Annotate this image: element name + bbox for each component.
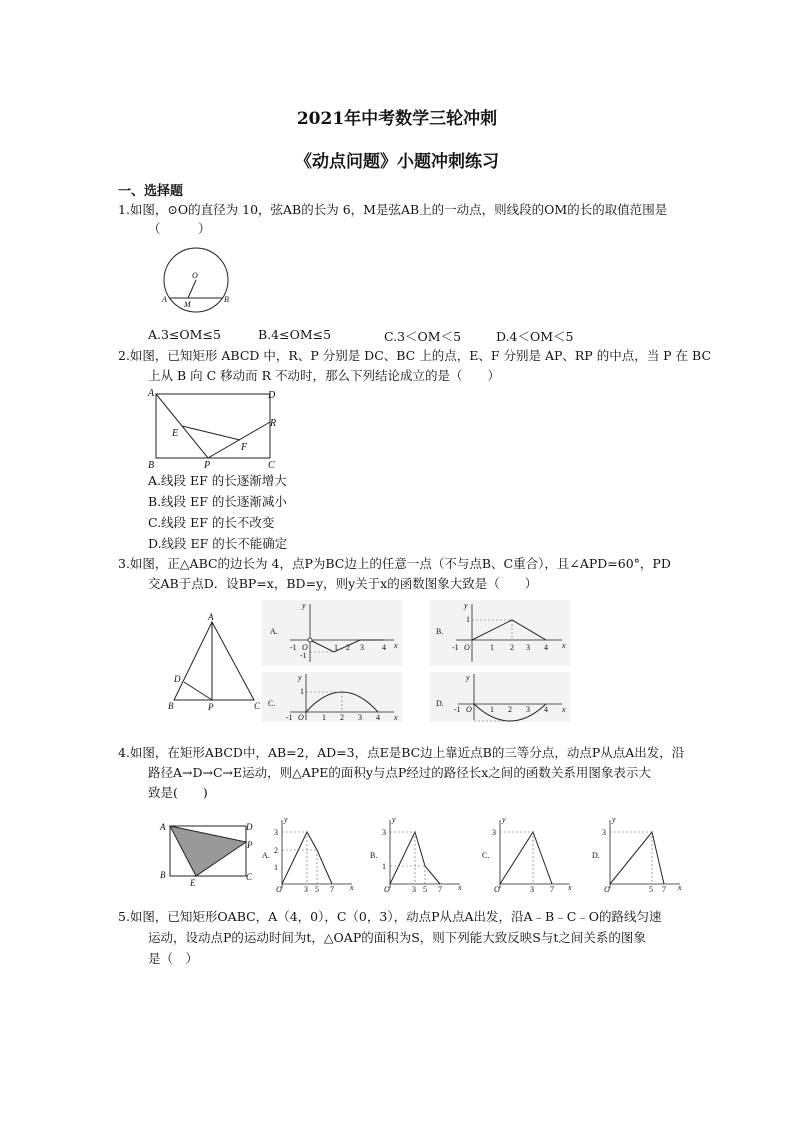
q4-stem-line3: 致是( ) bbox=[148, 785, 208, 800]
q4-graph-b bbox=[370, 814, 465, 892]
q3-graph-b-2: 2 bbox=[510, 643, 514, 652]
q3-graph-a-1: 1 bbox=[334, 643, 338, 652]
q4-graph-c-y: y bbox=[502, 815, 506, 824]
q3-graph-d-neg1: -1 bbox=[454, 705, 461, 714]
q2-label-r: R bbox=[270, 418, 277, 429]
q4-rectangle-figure bbox=[156, 818, 256, 886]
q3-graph-c-label: C. bbox=[268, 699, 276, 708]
q1-circle-figure bbox=[160, 248, 240, 314]
q3-graph-a-y: y bbox=[302, 601, 306, 610]
q4-stem-line1: 4.如图，在矩形ABCD中，AB=2，AD=3，点E是BC边上靠近点B的三等分点，动点P从点A出发，沿 bbox=[118, 745, 685, 760]
q3-stem-line1: 3.如图，正△ABC的边长为 4，点P为BC边上的任意一点（不与点B、C重合），且∠APD=60°，PD bbox=[118, 556, 671, 571]
q5-stem-line2: 运动，设动点P的运动时间为t，△OAP的面积为S，则下列能大致反映S与t之间关系的图象 bbox=[148, 930, 646, 945]
q4-graph-c bbox=[480, 814, 575, 892]
q4-graph-a-3: 3 bbox=[304, 885, 308, 894]
q4-graph-c-3: 3 bbox=[530, 885, 534, 894]
q3-graph-d-3: 3 bbox=[526, 705, 530, 714]
q4-graph-a-label: A. bbox=[262, 851, 270, 860]
q3-graph-c-4: 4 bbox=[376, 713, 380, 722]
q2-label-f: F bbox=[241, 442, 248, 453]
q3-graph-b-o: O bbox=[464, 643, 470, 652]
q3-graph-b-x: x bbox=[562, 641, 566, 650]
q2-label-d: D bbox=[268, 390, 276, 401]
q4-graph-c-x: x bbox=[568, 883, 572, 892]
q3-label-c: C bbox=[254, 701, 261, 711]
q4-label-a: A bbox=[160, 822, 166, 832]
q4-graph-a-y: y bbox=[284, 815, 288, 824]
q1-option-b: B.4≤OM≤5 bbox=[258, 327, 332, 342]
q4-graph-b-label: B. bbox=[370, 851, 378, 860]
q3-graph-d-label: D. bbox=[436, 699, 444, 708]
q3-graph-a bbox=[262, 600, 402, 666]
q1-label-o: O bbox=[192, 271, 198, 280]
q4-graph-c-7: 7 bbox=[550, 885, 554, 894]
q4-graph-d-o: O bbox=[604, 885, 610, 894]
q4-graph-a-7: 7 bbox=[330, 885, 334, 894]
q3-graph-a-2: 2 bbox=[346, 643, 350, 652]
q3-graph-a-neg1x: -1 bbox=[290, 643, 297, 652]
q2-option-a: A.线段 EF 的长逐渐增大 bbox=[148, 473, 287, 488]
q3-graph-b-1y: 1 bbox=[466, 615, 470, 624]
q4-graph-b-1y: 1 bbox=[382, 862, 386, 871]
q1-label-a: A bbox=[162, 295, 167, 304]
q3-graph-c-1: 1 bbox=[322, 713, 326, 722]
q2-stem-line2: 上从 B 向 C 移动而 R 不动时，那么下列结论成立的是（ ） bbox=[148, 368, 501, 383]
q2-label-a: A bbox=[148, 388, 155, 399]
q4-graph-a-5: 5 bbox=[315, 885, 319, 894]
q3-label-p: P bbox=[208, 702, 214, 712]
q4-graph-d-label: D. bbox=[592, 851, 600, 860]
q4-graph-b-x: x bbox=[458, 883, 462, 892]
q4-graph-b-3y: 3 bbox=[382, 828, 386, 837]
q4-graph-d-y: y bbox=[612, 815, 616, 824]
q1-label-m: M bbox=[184, 300, 191, 309]
q3-graph-c bbox=[262, 672, 402, 722]
q3-graph-b-4: 4 bbox=[544, 643, 548, 652]
q1-stem-line2: （ ） bbox=[148, 221, 211, 236]
q4-graph-b-3: 3 bbox=[412, 885, 416, 894]
q3-graph-c-neg1: -1 bbox=[286, 713, 293, 722]
q3-label-b: B bbox=[168, 701, 174, 711]
q3-graph-d-1: 1 bbox=[490, 705, 494, 714]
q3-graph-b-label: B. bbox=[436, 627, 444, 636]
q4-graph-b-o: O bbox=[384, 885, 390, 894]
q4-label-e: E bbox=[190, 878, 196, 888]
q3-graph-a-3: 3 bbox=[360, 643, 364, 652]
q2-option-d: D.线段 EF 的长不能确定 bbox=[148, 536, 288, 551]
q4-label-d: D bbox=[246, 822, 253, 832]
q3-label-a: A bbox=[208, 612, 214, 622]
q3-graph-c-1y: 1 bbox=[300, 687, 304, 696]
q3-stem-line2: 交AB于点D．设BP=x，BD=y，则y关于x的函数图象大致是（ ） bbox=[148, 576, 538, 591]
q3-graph-b-3: 3 bbox=[526, 643, 530, 652]
q3-graph-a-4: 4 bbox=[382, 643, 386, 652]
q4-graph-a-2y: 2 bbox=[274, 846, 278, 855]
q4-graph-d-3y: 3 bbox=[602, 828, 606, 837]
q3-graph-a-o: O bbox=[302, 643, 308, 652]
q3-graph-c-3: 3 bbox=[358, 713, 362, 722]
q1-stem-line1: 1.如图，⊙O的直径为 10，弦AB的长为 6，M是弦AB上的一动点，则线段的OM的长的取值范围是 bbox=[118, 202, 668, 217]
q3-graph-a-neg1y: -1 bbox=[300, 651, 307, 660]
q3-graph-c-2: 2 bbox=[340, 713, 344, 722]
q4-graph-c-label: C. bbox=[482, 851, 490, 860]
q2-stem-line1: 2.如图，已知矩形 ABCD 中，R、P 分别是 DC、BC 上的点，E、F 分别是 AP、RP 的中点，当 P 在 BC bbox=[118, 348, 712, 363]
q4-graph-a-o: O bbox=[276, 885, 282, 894]
q4-graph-d-7: 7 bbox=[662, 885, 666, 894]
q3-label-d: D bbox=[174, 674, 181, 684]
q5-stem-line3: 是（ ） bbox=[148, 951, 199, 966]
q5-stem-line1: 5.如图，已知矩形OABC，A（4，0），C（0，3），动点P从点A出发，沿A﹣B﹣C﹣O的路线匀速 bbox=[118, 909, 662, 924]
page-subtitle: 《动点问题》小题冲刺练习 bbox=[295, 152, 499, 172]
q1-option-d: D.4＜OM＜5 bbox=[496, 329, 574, 344]
q3-graph-d-4: 4 bbox=[544, 705, 548, 714]
q3-triangle-figure bbox=[164, 612, 264, 712]
q4-label-p: P bbox=[247, 840, 253, 850]
q3-graph-b bbox=[430, 600, 570, 666]
q3-graph-c-x: x bbox=[394, 713, 398, 722]
q1-option-c: C.3＜OM＜5 bbox=[384, 329, 462, 344]
q3-graph-c-y: y bbox=[298, 673, 302, 682]
q4-graph-d bbox=[590, 814, 685, 892]
q2-label-e: E bbox=[172, 428, 179, 439]
q1-label-b: B bbox=[224, 295, 229, 304]
q4-label-b: B bbox=[160, 870, 166, 880]
q4-label-c: C bbox=[246, 872, 253, 882]
q4-graph-b-7: 7 bbox=[438, 885, 442, 894]
q3-graph-b-1: 1 bbox=[490, 643, 494, 652]
q3-graph-a-x: x bbox=[394, 641, 398, 650]
page-title: 2021年中考数学三轮冲刺 bbox=[296, 109, 498, 129]
q3-graph-d-x: x bbox=[562, 705, 566, 714]
q4-graph-a bbox=[262, 814, 357, 892]
q2-option-b: B.线段 EF 的长逐渐减小 bbox=[148, 494, 287, 509]
q4-graph-a-x: x bbox=[350, 883, 354, 892]
q3-graph-b-y: y bbox=[464, 601, 468, 610]
q3-graph-c-o: O bbox=[298, 713, 304, 722]
q4-graph-b-5: 5 bbox=[423, 885, 427, 894]
q4-stem-line2: 路径A→D→C→E运动，则△APE的面积y与点P经过的路径长x之间的函数关系用图象表示大 bbox=[148, 765, 651, 780]
q4-graph-b-y: y bbox=[392, 815, 396, 824]
q3-graph-b-neg1: -1 bbox=[452, 643, 459, 652]
q4-graph-a-3y: 3 bbox=[274, 828, 278, 837]
q4-graph-a-1y: 1 bbox=[274, 863, 278, 872]
q3-graph-d-2: 2 bbox=[508, 705, 512, 714]
q2-label-c: C bbox=[268, 460, 275, 471]
section-heading: 一、选择题 bbox=[118, 184, 184, 199]
q2-label-p: P bbox=[204, 460, 211, 471]
q4-graph-d-x: x bbox=[678, 883, 682, 892]
q4-graph-c-o: O bbox=[494, 885, 500, 894]
q4-graph-d-5: 5 bbox=[649, 885, 653, 894]
q2-option-c: C.线段 EF 的长不改变 bbox=[148, 515, 275, 530]
q1-option-a: A.3≤OM≤5 bbox=[148, 327, 221, 342]
q3-graph-d bbox=[430, 672, 570, 722]
q3-graph-d-o: O bbox=[466, 705, 472, 714]
q2-label-b: B bbox=[148, 460, 155, 471]
q3-graph-a-label: A. bbox=[270, 627, 278, 636]
q2-rectangle-figure bbox=[146, 386, 286, 470]
q4-graph-c-3y: 3 bbox=[492, 828, 496, 837]
q3-graph-d-y: y bbox=[466, 673, 470, 682]
